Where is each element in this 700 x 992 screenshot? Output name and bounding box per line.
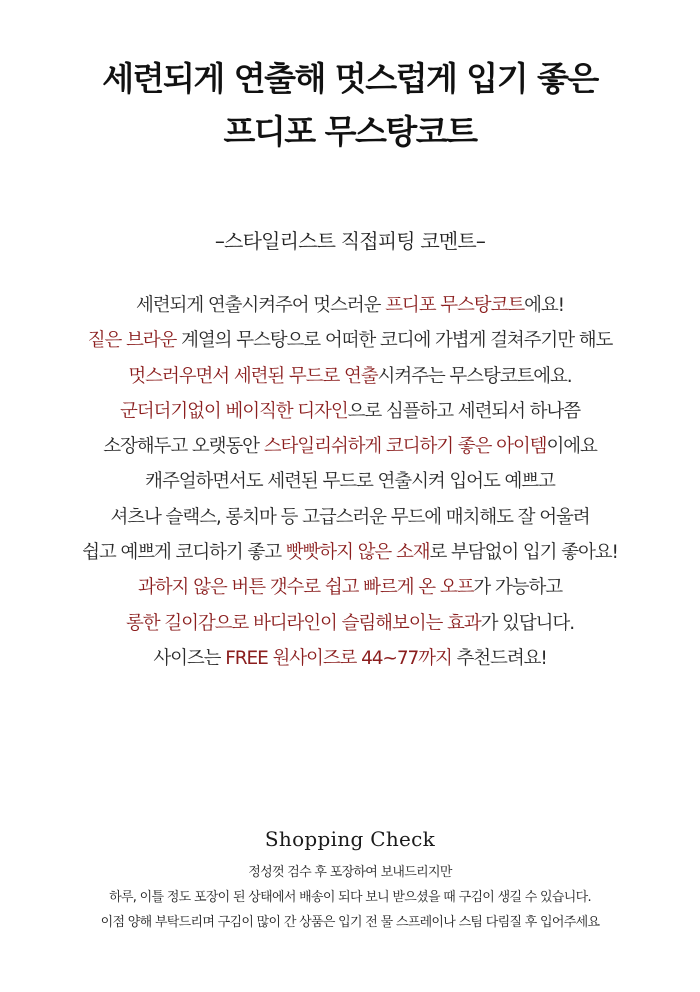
comment-line xyxy=(0,429,700,464)
comment-line xyxy=(0,359,700,394)
comment-text: 로 부담없이 입기 좋아요! xyxy=(429,542,618,564)
product-headline xyxy=(0,52,700,158)
comment-text: 으로 심플하고 세련되서 하나쯤 xyxy=(347,400,580,422)
comment-text: 가 있답니다. xyxy=(480,612,574,634)
highlighted-phrase: 멋스러우면서 세련된 무드로 연출 xyxy=(128,365,378,387)
comment-text: 세련되게 연출시켜주어 멋스러운 xyxy=(136,295,386,316)
highlighted-phrase: 과하지 않은 버튼 갯수로 쉽고 빠르게 온 오프 xyxy=(138,577,474,599)
stylist-comment-label: –스타일리스트 직접피팅 코멘트– xyxy=(214,229,486,253)
comment-line xyxy=(0,323,700,358)
comment-text: 계열의 무스탕으로 어떠한 코디에 가볍게 걸쳐주기만 해도 xyxy=(176,330,613,352)
comment-line xyxy=(0,606,700,641)
comment-text: 추천드려요! xyxy=(451,647,547,669)
comment-text: 시켜주는 무스탕코트에요. xyxy=(377,365,572,387)
highlighted-phrase: 스타일리쉬하게 코디하기 좋은 아이템 xyxy=(263,436,547,458)
comment-text: 에요! xyxy=(524,295,564,316)
comment-line xyxy=(0,394,700,429)
comment-line xyxy=(0,464,700,499)
highlighted-phrase: 빳빳하지 않은 소재 xyxy=(285,542,430,564)
comment-line xyxy=(0,288,700,323)
comment-text: 가 가능하고 xyxy=(473,577,562,599)
shopping-check-title: Shopping Check xyxy=(264,827,436,851)
shopping-check-notes xyxy=(0,860,700,935)
headline-line-1: 세련되게 연출해 멋스럽게 입기 좋은 xyxy=(102,59,598,98)
comment-line xyxy=(0,500,700,535)
highlighted-phrase: 군더더기없이 베이직한 디자인 xyxy=(120,400,348,422)
stylist-comment-list xyxy=(0,288,700,676)
comment-line xyxy=(0,641,700,676)
comment-text: 이에요 xyxy=(546,436,597,458)
comment-text: 사이즈는 xyxy=(153,647,226,669)
shopping-check-note: 하루, 이틀 정도 포장이 된 상태에서 배송이 되다 보니 받으셨을 때 구김이 생길 수 있습니다. xyxy=(109,890,591,905)
shopping-check-note: 정성껏 검수 후 포장하여 보내드리지만 xyxy=(248,865,452,880)
highlighted-phrase: FREE 원사이즈로 44~77까지 xyxy=(225,647,452,669)
comment-line xyxy=(0,535,700,570)
highlighted-phrase: 짙은 브라운 xyxy=(87,330,177,352)
comment-text: 쉽고 예쁘게 코디하기 좋고 xyxy=(82,542,286,564)
comment-text: 캐주얼하면서도 세련된 무드로 연출시켜 입어도 예쁘고 xyxy=(145,471,555,493)
shopping-check-note: 이점 양해 부탁드리며 구김이 많이 간 상품은 입기 전 물 스프레이나 스팀 다림질 후 입어주세요 xyxy=(100,915,600,930)
headline-line-2: 프디포 무스탕코트 xyxy=(223,112,477,151)
highlighted-phrase: 롱한 길이감으로 바디라인이 슬림해보이는 효과 xyxy=(126,612,481,634)
highlighted-phrase: 프디포 무스탕코트 xyxy=(385,295,525,316)
comment-text: 소장해두고 오랫동안 xyxy=(103,436,264,458)
comment-text: 셔츠나 슬랙스, 롱치마 등 고급스러운 무드에 매치해도 잘 어울려 xyxy=(110,506,590,528)
comment-line xyxy=(0,570,700,605)
